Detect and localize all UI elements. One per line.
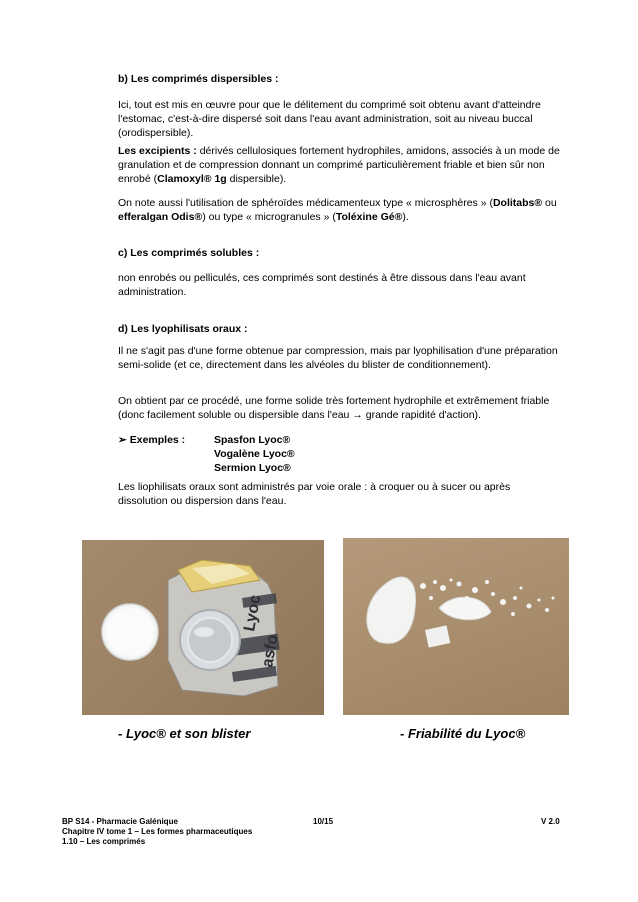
section-b-excipients: [118, 144, 570, 186]
footer-version: V 2.0: [541, 817, 560, 826]
note-brand-efferalgan: efferalgan Odis®: [118, 211, 203, 223]
paragraph-text: On obtient par ce procédé, une forme solide très fortement hydrophile et extrêmement friable (donc facilement soluble ou dispersible dans l'eau: [118, 395, 550, 421]
lyoc-blister-illustration: [82, 540, 324, 715]
note-brand-tolexine: Toléxine Gé®: [335, 211, 403, 223]
paragraph-text: grande rapidité d'action).: [362, 409, 481, 421]
note-text: On note aussi l'utilisation de sphéroïdes médicamenteux type « microsphères » (: [118, 197, 493, 209]
section-b-heading: b) Les comprimés dispersibles :: [118, 73, 279, 85]
footer-section: 1.10 – Les comprimés: [62, 837, 146, 846]
arrow-right-icon: →: [352, 409, 363, 421]
lyoc-blister-photo: [82, 540, 324, 715]
lyoc-friability-photo: [343, 538, 569, 715]
section-d-heading: d) Les lyophilisats oraux :: [118, 323, 248, 335]
caption-lyoc-friability: - Friabilité du Lyoc®: [400, 726, 526, 741]
footer-chapter: Chapitre IV tome 1 – Les formes pharmaceutiques: [62, 827, 253, 836]
section-c-heading: c) Les comprimés solubles :: [118, 247, 260, 259]
footer-page-number: 10/15: [313, 817, 334, 826]
footer-left: [62, 817, 252, 847]
arrow-bullet-icon: ➢: [118, 434, 127, 446]
blister-print-text: Lyoc: [241, 593, 265, 633]
section-d-paragraph-1: Il ne s'agit pas d'une forme obtenue par compression, mais par lyophilisation d'une préparation semi-solide (et ce, directement dans les alvéoles du blister de conditionnement).: [118, 345, 558, 371]
caption-lyoc-blister: - Lyoc® et son blister: [118, 726, 251, 741]
examples-list: [214, 433, 295, 475]
example-item: Sermion Lyoc®: [214, 462, 291, 474]
examples-label: [118, 433, 185, 447]
blister-print-text-2: asfo: [259, 633, 282, 669]
excipients-brand: Clamoxyl® 1g: [157, 173, 227, 185]
excipients-text-end: dispersible).: [226, 173, 287, 185]
section-b-paragraph: Ici, tout est mis en œuvre pour que le délitement du comprimé soit obtenu avant d'atteindre l'estomac, c'est-à-dire dispersé soit dans l'eau avant administration, soit au niveau buccal (orodispersible).: [118, 99, 541, 139]
note-text: ) ou type « microgranules » (: [202, 211, 336, 223]
note-brand-dolitabs: Dolitabs®: [492, 197, 543, 209]
section-d-paragraph-3: Les liophilisats oraux sont administrés par voie orale : à croquer ou à sucer ou après dissolution ou dispersion dans l'eau.: [118, 481, 511, 507]
note-text: ou: [542, 197, 557, 209]
section-d-paragraph-2: [118, 394, 554, 422]
note-text: ).: [402, 211, 409, 223]
section-b-note: [118, 196, 574, 224]
examples-label-text: Exemples :: [129, 434, 186, 446]
excipients-text: dérivés cellulosiques fortement hydrophiles, amidons, associés à un mode de granulation et de compression donnant un comprimé particulièrement friable et bien sûr non enrobé (: [118, 145, 560, 185]
example-item: Spasfon Lyoc®: [214, 434, 291, 446]
excipients-label: Les excipients :: [118, 145, 197, 157]
example-item: Vogalène Lyoc®: [214, 448, 295, 460]
lyoc-crumbled-illustration: [343, 538, 569, 715]
footer-course-title: BP S14 - Pharmacie Galénique: [62, 817, 178, 826]
section-c-paragraph: non enrobés ou pelliculés, ces comprimés sont destinés à être dissous dans l'eau avant administration.: [118, 272, 526, 298]
